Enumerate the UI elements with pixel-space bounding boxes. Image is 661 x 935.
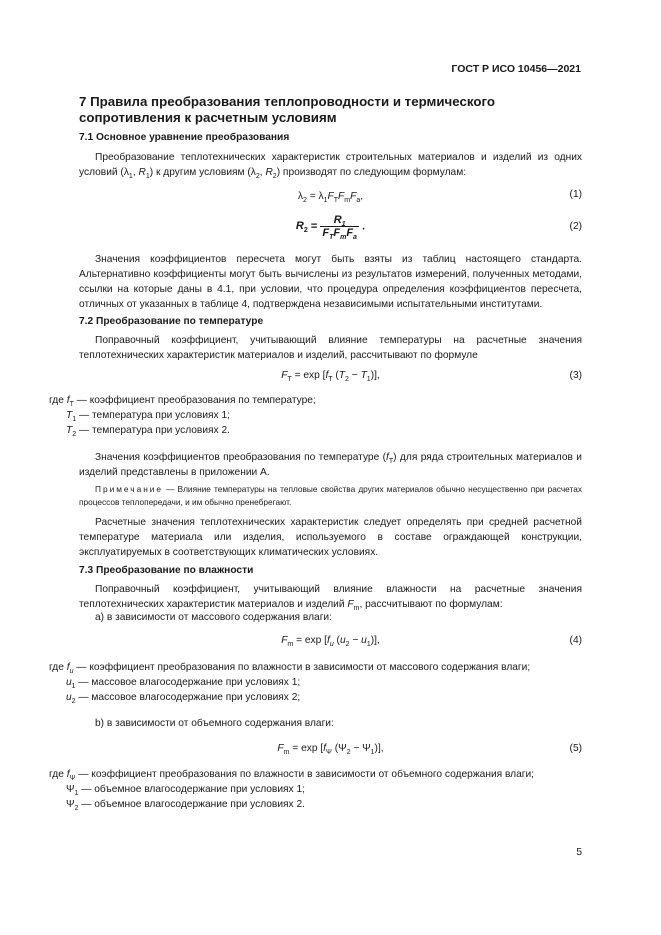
subsection-7-1-title: 7.1 Основное уравнение преобразования <box>79 132 290 143</box>
definition-fpsi: где $f_\Psi$ — коэффициент преобразования по влажности в зависимости от объемного содержания влаги; <box>49 769 535 782</box>
paragraph-7-1-intro: Преобразование теплотехнических характеристик строительных материалов и изделий из одних условий ($\lambda_1$, $R_1$) к другим условиям ($\lambda_2$, $R_2$) производят по следующим формулам: <box>79 152 582 180</box>
formula-5: $F_m = \exp [f_\Psi$ $(\Psi_2 - \Psi_1)$], <box>277 743 384 756</box>
page-number: 5 <box>576 847 582 858</box>
formula-1: $\lambda_2 = \lambda_1F_TF_mF_a$, <box>297 191 364 204</box>
document-header: ГОСТ Р ИСО 10456—2021 <box>451 63 581 75</box>
definition-psi1: $\Psi_1$ — объемное влагосодержание при условиях 1; <box>66 784 305 797</box>
list-item-b: b) в зависимости от объемного содержания влаги: <box>95 718 334 729</box>
definition-fu: где $f_u$ — коэффициент преобразования по влажности в зависимости от массового содержания влаги; <box>49 662 531 675</box>
formula-1-number: (1) <box>569 189 582 200</box>
paragraph-7-3-intro: Поправочный коэффициент, учитывающий влияние влажности на расчетные значения теплотехнических характеристик материалов и изделий $F_m$, рассчитывают по формулам: <box>79 584 582 612</box>
definition-u2: $u_2$ — массовое влагосодержание при условиях 2; <box>66 692 301 705</box>
subsection-7-3-title: 7.3 Преобразование по влажности <box>79 565 254 576</box>
formula-2: $R_2$ = $\frac{R_1}{F_TF_mF_a}$ . <box>295 214 366 241</box>
paragraph-7-2-intro: Поправочный коэффициент, учитывающий влияние температуры на расчетные значения теплотехнических характеристик материалов и изделий, рассчитывают по формуле <box>79 335 582 361</box>
formula-3-number: (3) <box>569 370 582 381</box>
paragraph-7-2-design-values: Расчетные значения теплотехнических характеристик следует определять при средней расчетной температуре материала или изделия, используемого в составе ограждающей конструкции, эксплуатируемых в соответствующих климатических условиях. <box>79 517 582 558</box>
list-item-a: а) в зависимости от массового содержания влаги: <box>95 612 332 623</box>
formula-4-number: (4) <box>569 635 582 646</box>
definition-psi2: $\Psi_2$ — объемное влагосодержание при условиях 2. <box>66 799 305 812</box>
subsection-7-2-title: 7.2 Преобразование по температуре <box>79 316 264 327</box>
paragraph-7-1-coefficients: Значения коэффициентов пересчета могут быть взяты из таблиц настоящего стандарта. Альтернативно коэффициенты могут быть вычислены из результатов измерений, полученных методами, ссылки на которые даны в 4.1, при условии, что процедура определения коэффициентов пересчета, отличных от указанных в таблице 4, подтверждена независимыми испытательными институтами. <box>79 254 582 310</box>
definition-T2: $T_2$ — температура при условиях 2. <box>66 425 230 438</box>
definition-u1: $u_1$ — массовое влагосодержание при условиях 1; <box>66 677 301 690</box>
definition-fT: где $f_T$ — коэффициент преобразования по температуре; <box>49 395 316 408</box>
formula-2-number: (2) <box>569 221 582 232</box>
note-temperature: Примечание — Влияние температуры на тепловые свойства других материалов обычно несущественно при расчетах процессов теплопередачи, и им обычно пренебрегают. <box>79 484 582 507</box>
formula-5-number: (5) <box>569 743 582 754</box>
section-title: 7 Правила преобразования теплопроводности и термического сопротивления к расчетным условиям <box>79 94 495 125</box>
paragraph-7-2-appendix: Значения коэффициентов преобразования по температуре $(f_T)$ для ряда строительных материалов и изделий представлены в приложении А. <box>79 452 582 478</box>
formula-3: $F_T = \exp [f_T$ $(T_2 - T_1)$], <box>281 370 380 383</box>
formula-4: $F_m = \exp [f_u$ $(u_2 - u_1)$], <box>281 635 380 648</box>
definition-T1: $T_1$ — температура при условиях 1; <box>66 410 230 423</box>
